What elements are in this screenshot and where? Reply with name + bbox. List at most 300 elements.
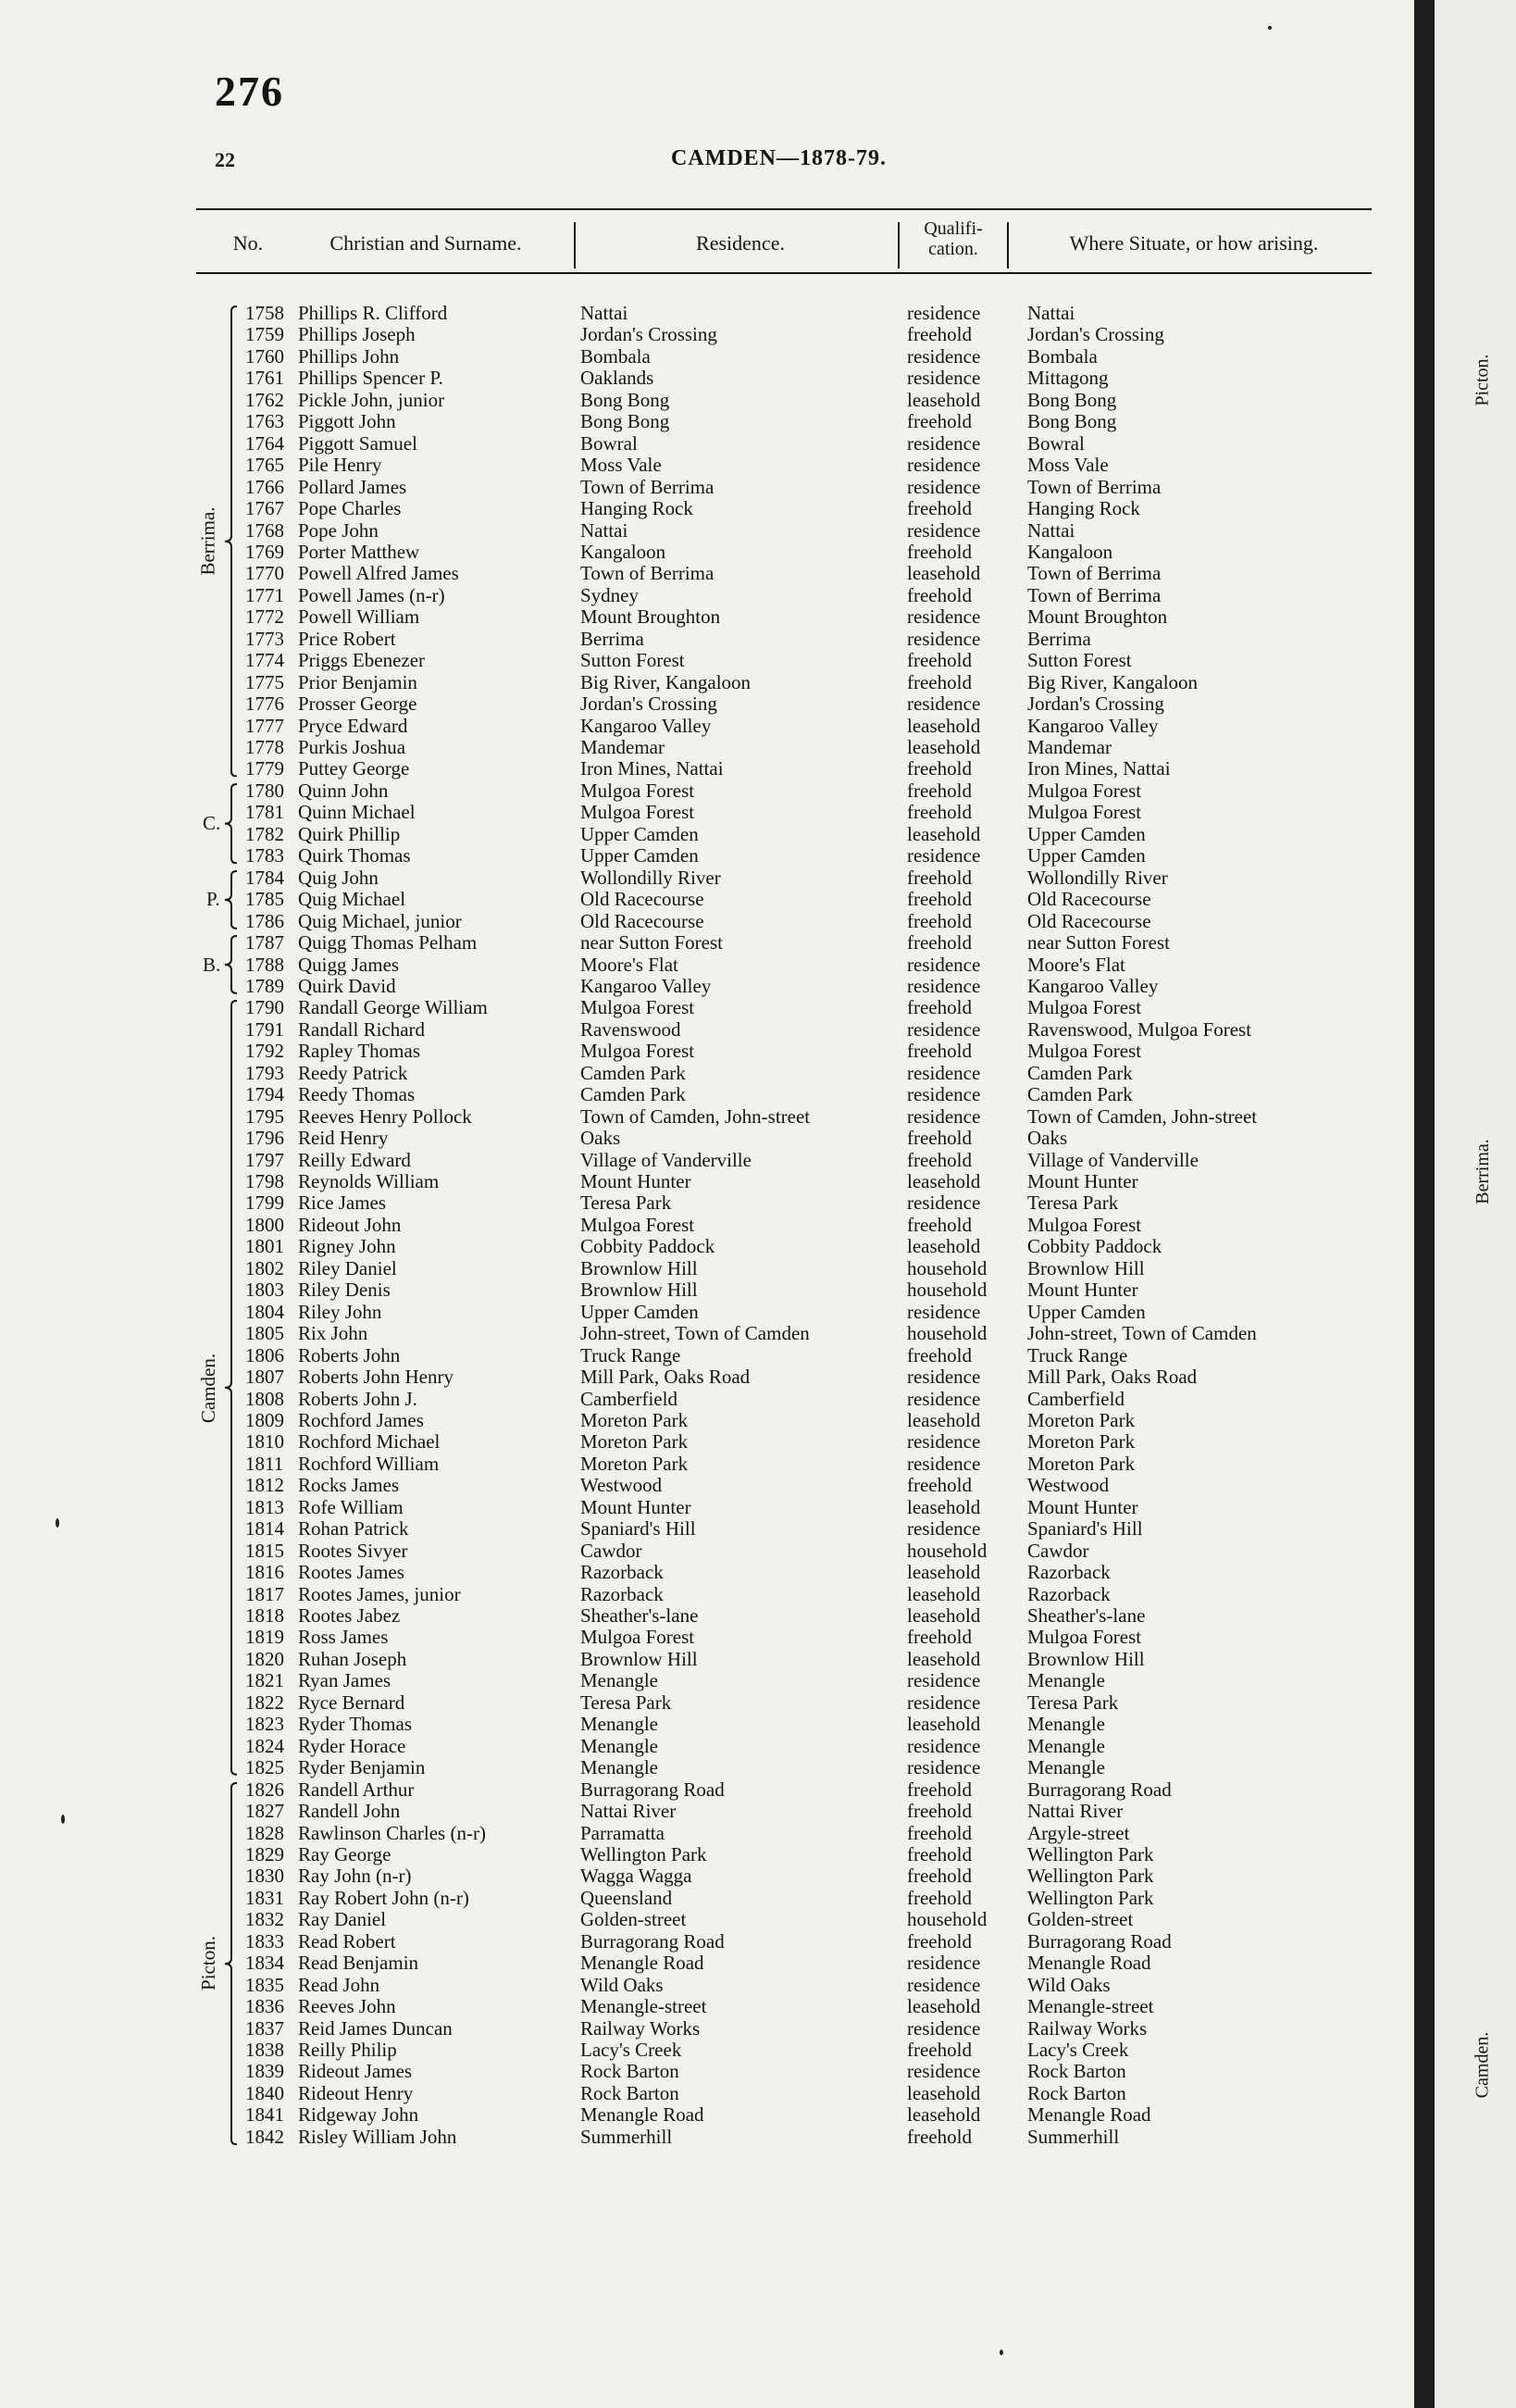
qualification: residence (907, 1952, 981, 1975)
residence: Kangaroo Valley (580, 714, 712, 737)
entry-number: 1841 (245, 2103, 284, 2127)
qualification: residence (907, 1366, 981, 1389)
where-situate: Bong Bong (1027, 410, 1117, 433)
where-situate: Menangle (1027, 1669, 1105, 1692)
table-row (0, 1909, 1414, 1930)
entry-number: 1769 (245, 540, 284, 563)
table-row (0, 737, 1414, 758)
entry-number: 1765 (245, 454, 284, 477)
where-situate: Bombala (1027, 344, 1098, 368)
page-subfolio: 22 (215, 148, 235, 171)
elector-name: Piggott John (298, 410, 396, 433)
elector-name: Ray George (298, 1842, 391, 1865)
where-situate: John-street, Town of Camden (1027, 1322, 1257, 1345)
table-row (0, 1736, 1414, 1757)
table-row (0, 1714, 1414, 1735)
elector-name: Rideout James (298, 2060, 413, 2083)
table-row (0, 324, 1414, 345)
residence: Brownlow Hill (580, 1279, 698, 1302)
residence: Town of Berrima (580, 475, 715, 498)
residence: Menangle (580, 1669, 658, 1692)
entry-number: 1779 (245, 757, 284, 780)
residence: Upper Camden (580, 1300, 699, 1323)
elector-name: Rigney John (298, 1235, 396, 1258)
elector-name: Price Robert (298, 627, 396, 650)
entry-number: 1766 (245, 475, 284, 498)
entry-number: 1816 (245, 1561, 284, 1584)
elector-name: Phillips Spencer P. (298, 367, 443, 390)
residence: Queensland (580, 1886, 673, 1909)
residence: Camden Park (580, 1061, 686, 1084)
qualification: leasehold (907, 822, 981, 845)
table-row (0, 997, 1414, 1018)
column-divider (898, 222, 900, 268)
table-row (0, 1171, 1414, 1192)
elector-name: Rapley Thomas (298, 1040, 421, 1063)
qualification: leasehold (907, 1713, 981, 1736)
qualification: leasehold (907, 1495, 981, 1518)
table-row (0, 455, 1414, 476)
qualification: leasehold (907, 736, 981, 758)
residence: Menangle (580, 1734, 658, 1757)
qualification: household (907, 1279, 988, 1302)
qualification: freehold (907, 1213, 972, 1236)
group-bracket (222, 306, 241, 777)
group-label: C. (203, 812, 221, 835)
qualification: residence (907, 844, 981, 867)
table-row (0, 606, 1414, 628)
table-row (0, 1258, 1414, 1279)
where-situate: Bong Bong (1027, 388, 1117, 411)
qualification: freehold (907, 801, 972, 824)
table-row (0, 2018, 1414, 2040)
where-situate: Mandemar (1027, 736, 1112, 758)
qualification: freehold (907, 1474, 972, 1497)
residence: Sydney (580, 583, 639, 606)
elector-name: Rix John (298, 1322, 368, 1345)
entry-number: 1794 (245, 1083, 284, 1106)
elector-name: Randell John (298, 1800, 401, 1823)
entry-number: 1792 (245, 1040, 284, 1063)
elector-name: Randall George William (298, 996, 488, 1019)
entry-number: 1761 (245, 367, 284, 390)
entry-number: 1762 (245, 388, 284, 411)
residence: Spaniard's Hill (580, 1517, 696, 1541)
qualification: residence (907, 627, 981, 650)
entry-number: 1782 (245, 822, 284, 845)
entry-number: 1820 (245, 1647, 284, 1670)
print-speck (56, 1518, 59, 1528)
elector-name: Quinn John (298, 779, 389, 802)
elector-name: Roberts John (298, 1343, 401, 1366)
residence: Lacy's Creek (580, 2039, 682, 2061)
column-header-where: Where Situate, or how arising. (1069, 231, 1319, 255)
qualification: freehold (907, 888, 972, 911)
qualification: leasehold (907, 562, 981, 585)
residence: Camden Park (580, 1083, 686, 1106)
residence: Moreton Park (580, 1452, 689, 1475)
entry-number: 1842 (245, 2125, 284, 2148)
table-row (0, 758, 1414, 780)
where-situate: Upper Camden (1027, 822, 1146, 845)
entry-number: 1773 (245, 627, 284, 650)
where-situate: Cawdor (1027, 1539, 1089, 1562)
table-row (0, 780, 1414, 802)
entry-number: 1788 (245, 953, 284, 976)
qualification: residence (907, 475, 981, 498)
residence: Moss Vale (580, 454, 662, 477)
qualification: freehold (907, 1800, 972, 1823)
residence: Town of Berrima (580, 562, 715, 585)
facing-page-edge (1435, 0, 1516, 2408)
table-row (0, 411, 1414, 432)
table-row (0, 390, 1414, 411)
table-row (0, 1670, 1414, 1691)
elector-name: Powell Alfred James (298, 562, 459, 585)
qualification: leasehold (907, 1604, 981, 1627)
table-row (0, 1236, 1414, 1257)
qualification: freehold (907, 583, 972, 606)
table-row (0, 1801, 1414, 1822)
elector-name: Rice James (298, 1192, 387, 1215)
residence: Razorback (580, 1561, 664, 1584)
where-situate: Town of Berrima (1027, 475, 1162, 498)
entry-number: 1818 (245, 1604, 284, 1627)
elector-name: Rochford Michael (298, 1430, 441, 1454)
table-row (0, 1605, 1414, 1627)
entry-number: 1795 (245, 1104, 284, 1128)
group-bracket (222, 935, 241, 994)
qualification: residence (907, 1452, 981, 1475)
residence: Westwood (580, 1474, 663, 1497)
residence: Kangaloon (580, 540, 666, 563)
residence: Railway Works (580, 2016, 701, 2040)
entry-number: 1777 (245, 714, 284, 737)
table-row (0, 1584, 1414, 1605)
where-situate: Camden Park (1027, 1083, 1133, 1106)
elector-name: Reynolds William (298, 1170, 440, 1192)
table-row (0, 1627, 1414, 1648)
where-situate: Nattai (1027, 518, 1075, 542)
table-row (0, 1649, 1414, 1670)
entry-number: 1793 (245, 1061, 284, 1084)
elector-name: Porter Matthew (298, 540, 420, 563)
where-situate: Menangle (1027, 1734, 1105, 1757)
entry-number: 1838 (245, 2039, 284, 2061)
residence: Parramatta (580, 1821, 665, 1844)
qualification: residence (907, 692, 981, 716)
residence: Cawdor (580, 1539, 642, 1562)
where-situate: Town of Camden, John-street (1027, 1104, 1258, 1128)
table-row (0, 867, 1414, 889)
qualification: residence (907, 1430, 981, 1454)
residence: Mount Hunter (580, 1170, 691, 1192)
elector-name: Riley Denis (298, 1279, 391, 1302)
elector-name: Rochford William (298, 1452, 440, 1475)
entry-number: 1817 (245, 1582, 284, 1605)
entry-number: 1836 (245, 1995, 284, 2018)
entry-number: 1790 (245, 996, 284, 1019)
residence: Sutton Forest (580, 649, 685, 672)
entry-number: 1786 (245, 909, 284, 932)
entry-number: 1770 (245, 562, 284, 585)
where-situate: Bowral (1027, 431, 1085, 455)
residence: Bowral (580, 431, 638, 455)
table-row (0, 585, 1414, 606)
qualification: residence (907, 518, 981, 542)
elector-name: Randell Arthur (298, 1778, 415, 1801)
elector-name: Read Benjamin (298, 1952, 419, 1975)
table-row (0, 1562, 1414, 1583)
where-situate: Mount Hunter (1027, 1495, 1138, 1518)
where-situate: Camberfield (1027, 1387, 1125, 1410)
where-situate: Town of Berrima (1027, 562, 1162, 585)
residence: Mulgoa Forest (580, 1040, 695, 1063)
group-label: Camden. (196, 1353, 219, 1423)
residence: Old Racecourse (580, 909, 704, 932)
where-situate: Moss Vale (1027, 454, 1109, 477)
qualification: freehold (907, 909, 972, 932)
elector-name: Ray John (n-r) (298, 1865, 412, 1888)
qualification: residence (907, 302, 981, 324)
group-label: B. (203, 953, 221, 976)
where-situate: Summerhill (1027, 2125, 1120, 2148)
entry-number: 1834 (245, 1952, 284, 1975)
where-situate: Wild Oaks (1027, 1973, 1111, 1996)
where-situate: Lacy's Creek (1027, 2039, 1129, 2061)
table-row (0, 1192, 1414, 1214)
table-row (0, 433, 1414, 455)
elector-name: Quinn Michael (298, 801, 416, 824)
table-row (0, 303, 1414, 324)
table-row (0, 1431, 1414, 1453)
where-situate: Big River, Kangaloon (1027, 670, 1199, 693)
qualification: freehold (907, 1842, 972, 1865)
elector-name: Rootes Sivyer (298, 1539, 408, 1562)
elector-name: Read Robert (298, 1929, 396, 1953)
where-situate: Berrima (1027, 627, 1091, 650)
entry-number: 1775 (245, 670, 284, 693)
table-row (0, 1475, 1414, 1496)
where-situate: near Sutton Forest (1027, 931, 1170, 954)
table-row (0, 1323, 1414, 1344)
qualification: freehold (907, 540, 972, 563)
entry-number: 1829 (245, 1842, 284, 1865)
entry-number: 1764 (245, 431, 284, 455)
table-row (0, 2040, 1414, 2061)
elector-name: Rochford James (298, 1408, 424, 1431)
table-row (0, 1823, 1414, 1844)
qualification: residence (907, 367, 981, 390)
table-row (0, 368, 1414, 389)
entry-number: 1760 (245, 344, 284, 368)
print-speck (1268, 26, 1272, 30)
entry-number: 1797 (245, 1148, 284, 1171)
entry-number: 1802 (245, 1256, 284, 1279)
entry-number: 1824 (245, 1734, 284, 1757)
table-row (0, 1865, 1414, 1887)
elector-name: Purkis Joshua (298, 736, 406, 758)
entry-number: 1825 (245, 1756, 284, 1779)
page-folio: 276 (215, 68, 284, 115)
table-row (0, 1844, 1414, 1865)
residence: Ravenswood (580, 1017, 681, 1041)
where-situate: Cobbity Paddock (1027, 1235, 1162, 1258)
residence: Berrima (580, 627, 644, 650)
group-label: Picton. (196, 1936, 219, 1991)
qualification: residence (907, 1973, 981, 1996)
residence: Iron Mines, Nattai (580, 757, 724, 780)
where-situate: Wollondilly River (1027, 866, 1168, 889)
where-situate: Wellington Park (1027, 1865, 1154, 1888)
qualification: residence (907, 953, 981, 976)
column-divider (1007, 222, 1009, 268)
where-situate: Camden Park (1027, 1061, 1133, 1084)
qualification: freehold (907, 649, 972, 672)
residence: Mount Broughton (580, 605, 721, 629)
qualification: freehold (907, 1040, 972, 1063)
entry-number: 1835 (245, 1973, 284, 1996)
residence: Upper Camden (580, 844, 699, 867)
column-header-name: Christian and Surname. (329, 231, 522, 255)
elector-name: Pope John (298, 518, 379, 542)
residence: Village of Vanderville (580, 1148, 752, 1171)
residence: near Sutton Forest (580, 931, 723, 954)
entry-number: 1814 (245, 1517, 284, 1541)
qualification: freehold (907, 1778, 972, 1801)
where-situate: Moore's Flat (1027, 953, 1125, 976)
page-gutter (1414, 0, 1435, 2408)
entry-number: 1813 (245, 1495, 284, 1518)
entry-number: 1826 (245, 1778, 284, 1801)
residence: Burragorang Road (580, 1778, 725, 1801)
table-row (0, 1106, 1414, 1128)
where-situate: Railway Works (1027, 2016, 1148, 2040)
residence: Upper Camden (580, 822, 699, 845)
residence: Rock Barton (580, 2081, 679, 2104)
table-row (0, 845, 1414, 867)
elector-name: Phillips Joseph (298, 323, 416, 346)
qualification: freehold (907, 1929, 972, 1953)
where-situate: Mulgoa Forest (1027, 1626, 1142, 1649)
where-situate: Nattai River (1027, 1800, 1124, 1823)
residence: Cobbity Paddock (580, 1235, 715, 1258)
residence: Nattai (580, 302, 628, 324)
entry-number: 1828 (245, 1821, 284, 1844)
where-situate: Mulgoa Forest (1027, 1040, 1142, 1063)
where-situate: Ravenswood, Mulgoa Forest (1027, 1017, 1252, 1041)
qualification: freehold (907, 410, 972, 433)
where-situate: Menangle Road (1027, 1952, 1151, 1975)
where-situate: Brownlow Hill (1027, 1256, 1145, 1279)
print-speck (1000, 2350, 1003, 2355)
residence: Bombala (580, 344, 651, 368)
table-row (0, 629, 1414, 650)
qualification: leasehold (907, 1582, 981, 1605)
entry-number: 1804 (245, 1300, 284, 1323)
qualification: leasehold (907, 2103, 981, 2127)
residence: Teresa Park (580, 1192, 672, 1215)
qualification: residence (907, 1192, 981, 1215)
entry-number: 1807 (245, 1366, 284, 1389)
qualification: residence (907, 1104, 981, 1128)
table-row (0, 1063, 1414, 1084)
residence: Mulgoa Forest (580, 1213, 695, 1236)
entry-number: 1803 (245, 1279, 284, 1302)
entry-number: 1827 (245, 1800, 284, 1823)
table-row (0, 2127, 1414, 2148)
elector-name: Quirk Phillip (298, 822, 401, 845)
elector-name: Ross James (298, 1626, 389, 1649)
qualification: residence (907, 2016, 981, 2040)
residence: Rock Barton (580, 2060, 679, 2083)
elector-name: Reid James Duncan (298, 2016, 453, 2040)
where-situate: Upper Camden (1027, 844, 1146, 867)
where-situate: Spaniard's Hill (1027, 1517, 1143, 1541)
qualification: residence (907, 1061, 981, 1084)
residence: Nattai River (580, 1800, 677, 1823)
table-row (0, 1888, 1414, 1909)
where-situate: Kangaroo Valley (1027, 714, 1159, 737)
where-situate: Sutton Forest (1027, 649, 1132, 672)
elector-name: Reid Henry (298, 1127, 389, 1150)
residence: Razorback (580, 1582, 664, 1605)
residence: Burragorang Road (580, 1929, 725, 1953)
where-situate: Upper Camden (1027, 1300, 1146, 1323)
table-row (0, 1757, 1414, 1778)
qualification: residence (907, 1517, 981, 1541)
table-row (0, 1541, 1414, 1562)
where-situate: Teresa Park (1027, 1691, 1119, 1714)
qualification: leasehold (907, 1561, 981, 1584)
group-bracket (222, 870, 241, 930)
elector-name: Ryder Benjamin (298, 1756, 426, 1779)
table-row (0, 650, 1414, 671)
residence: Bong Bong (580, 388, 670, 411)
qualification: freehold (907, 2039, 972, 2061)
entry-number: 1812 (245, 1474, 284, 1497)
elector-name: Quig Michael, junior (298, 909, 462, 932)
entry-number: 1833 (245, 1929, 284, 1953)
elector-name: Riley John (298, 1300, 382, 1323)
elector-name: Rideout Henry (298, 2081, 414, 2104)
entry-number: 1837 (245, 2016, 284, 2040)
table-row (0, 1996, 1414, 2017)
residence: Moreton Park (580, 1408, 689, 1431)
qualification: household (907, 1908, 988, 1931)
entry-number: 1772 (245, 605, 284, 629)
residence: Menangle Road (580, 1952, 704, 1975)
elector-name: Randall Richard (298, 1017, 426, 1041)
qualification: leasehold (907, 2081, 981, 2104)
elector-name: Quig John (298, 866, 379, 889)
residence: Mill Park, Oaks Road (580, 1366, 751, 1389)
where-situate: Jordan's Crossing (1027, 692, 1164, 716)
table-row (0, 672, 1414, 693)
residence: Brownlow Hill (580, 1647, 698, 1670)
where-situate: Moreton Park (1027, 1430, 1136, 1454)
where-situate: Mount Hunter (1027, 1170, 1138, 1192)
entry-number: 1763 (245, 410, 284, 433)
entry-number: 1805 (245, 1322, 284, 1345)
elector-name: Rohan Patrick (298, 1517, 409, 1541)
residence: Menangle Road (580, 2103, 704, 2127)
table-row (0, 1497, 1414, 1518)
residence: Mulgoa Forest (580, 801, 695, 824)
qualification: residence (907, 1669, 981, 1692)
qualification: freehold (907, 757, 972, 780)
elector-name: Priggs Ebenezer (298, 649, 426, 672)
